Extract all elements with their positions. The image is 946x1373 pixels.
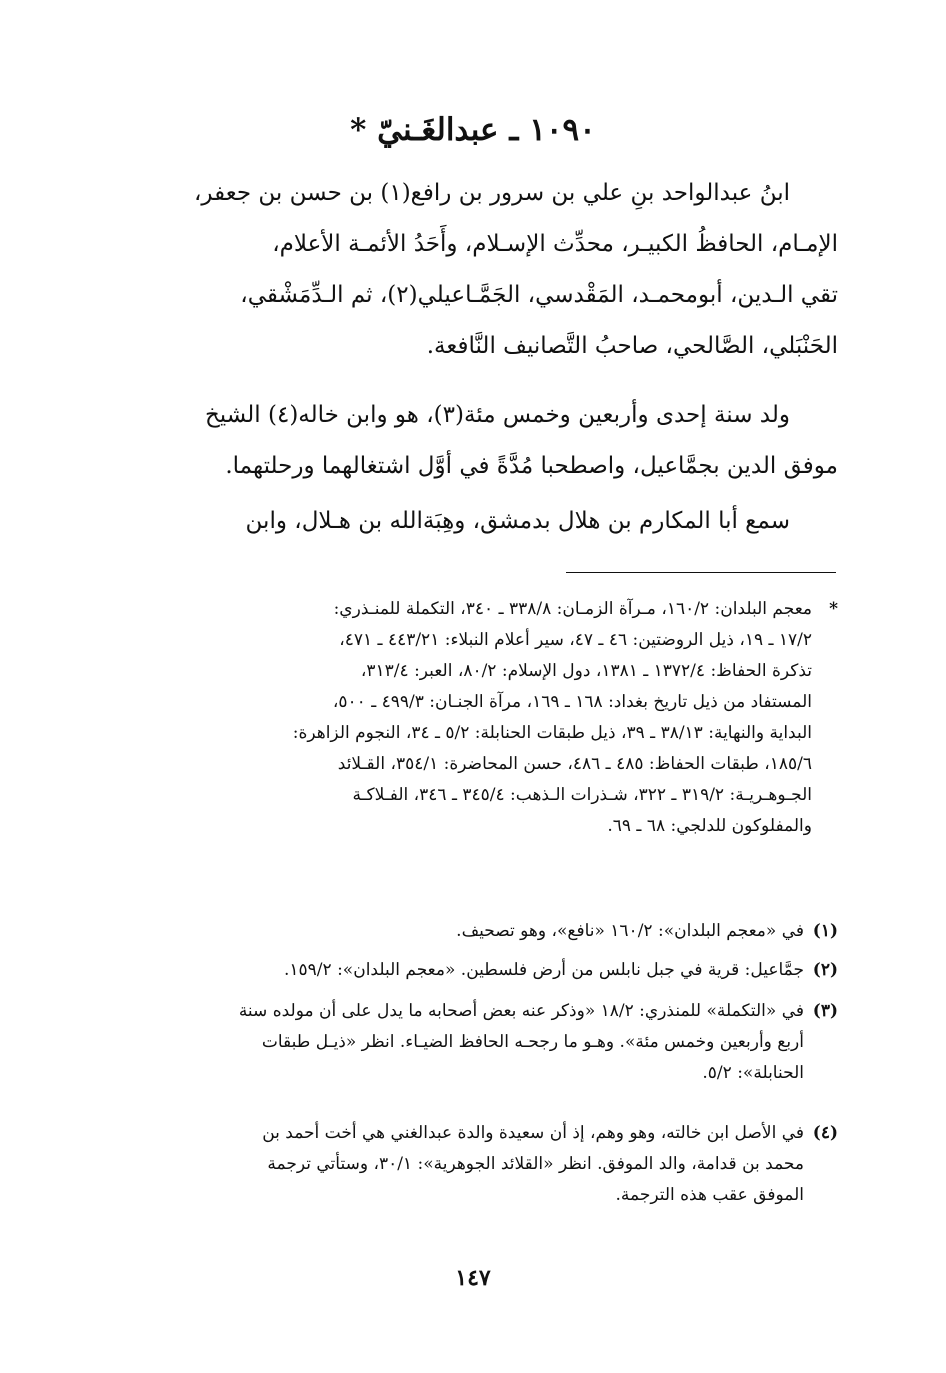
footnote-2 [108, 955, 838, 986]
sources-footnote [108, 594, 838, 842]
asterisk-marker: * [829, 599, 838, 619]
text-line: ابنُ عبدالواحد بنِ علي بن سرور بن رافع(١) بن حسن بن جعفر، [194, 180, 790, 206]
footnote-marker: (٢) [812, 960, 838, 980]
text-line: موفق الدين بجمَّاعيل، واصطحبا مُدَّةً في أوَّل اشتغالهما ورحلتهما. [225, 453, 838, 479]
source-line: الجـوهـريـة: ٣١٩/٢ ـ ٣٢٢، شـذرات الـذهب: ٣٤٥/٤ ـ ٣٤٦، الفـلاكـة [352, 785, 812, 805]
footnote-4 [108, 1118, 838, 1211]
text-line: الحَنْبَلي، الصَّالحي، صاحبُ التَّصانيف النَّافعة. [426, 333, 838, 359]
footnote-line: أربع وأربعين وخمس مئة». وهـو ما رجحـه الحافظ الضيـاء. انظر «ذيـل طبقات [261, 1032, 804, 1052]
source-line: تذكرة الحفاظ: ١٣٧٢/٤ ـ ١٣٨١، دول الإسلام: ٨٠/٢، العبر: ٣١٣/٤، [360, 661, 812, 681]
source-line: المستفاد من ذيل تاريخ بغداد: ١٦٨ ـ ١٦٩، مرآة الجنـان: ٤٩٩/٣ ـ ٥٠٠، [332, 692, 812, 712]
entry-heading: ١٠٩٠ ـ عبدالغَـنيّ * [350, 112, 596, 148]
source-line: ١٨٥/٦، طبقات الحفاظ: ٤٨٥ ـ ٤٨٦، حسن المحاضرة: ٣٥٤/١، القـلائد [337, 754, 812, 774]
source-line: البداية والنهاية: ٣٨/١٣ ـ ٣٩، ذيل طبقات الحنابلة: ٥/٢ ـ ٣٤، النجوم الزاهرة: [292, 723, 812, 743]
footnote-line: الحنابلة»: ٥/٢. [702, 1063, 804, 1083]
footnote-marker: (٣) [812, 1001, 838, 1021]
footnote-line: محمد بن قدامة، والد الموفق. انظر «القلائد الجوهرية»: ٣٠/١، وستأتي ترجمة [267, 1154, 804, 1174]
footnote-3 [108, 996, 838, 1089]
source-line: والمفلوكون للدلجي: ٦٨ ـ ٦٩. [607, 816, 812, 836]
source-line: معجم البلدان: ١٦٠/٢، مـرآة الزمـان: ٣٣٨/٨ ـ ٣٤٠، التكملة للمنـذري: [333, 599, 812, 619]
footnote-marker: (٤) [812, 1123, 838, 1143]
text-line: سمع أبا المكارم بن هلال بدمشق، وهِبَةالله بن هـلال، وابن [245, 508, 790, 534]
biography-paragraph-1 [108, 168, 838, 372]
footnote-line: الموفق عقب هذه الترجمة. [615, 1185, 804, 1205]
footnote-1 [108, 916, 838, 947]
biography-paragraph-3 [108, 496, 838, 547]
biography-paragraph-2 [108, 390, 838, 492]
footnote-line: في «التكملة» للمنذري: ١٨/٢ «وذكر عنه بعض أصحابه ما يدل على أن مولده سنة [238, 1001, 804, 1021]
text-line: الإمـام، الحافظُ الكبيـر، محدِّث الإسـلام، وأَحَدُ الأئمـة الأعلام، [272, 231, 838, 257]
source-line: ١٧/٢ ـ ١٩، ذيل الروضتين: ٤٦ ـ ٤٧، سير أعلام النبلاء: ٤٤٣/٢١ ـ ٤٧١، [339, 630, 812, 650]
footnote-line: في «معجم البلدان»: ١٦٠/٢ «نافع»، وهو تصحيف. [456, 921, 804, 941]
footnote-marker: (١) [812, 921, 838, 941]
footnote-line: في الأصل ابن خالته، وهو وهم، إذ أن سعيدة والدة عبدالغني هي أخت أحمد بن [262, 1123, 804, 1143]
text-line: تقي الـدين، أبومحمـد، المَقْدسي، الجَمَّـاعيلي(٢)، ثم الـدِّمَشْقي، [240, 282, 838, 308]
footnote-line: جمَّاعيل: قرية في جبل نابلس من أرض فلسطين. «معجم البلدان»: ١٥٩/٢. [284, 960, 804, 980]
footnote-separator [566, 572, 836, 573]
page-number: ١٤٧ [455, 1265, 491, 1291]
text-line: ولد سنة إحدى وأربعين وخمس مئة(٣)، هو وابن خاله(٤) الشيخ [204, 402, 790, 428]
